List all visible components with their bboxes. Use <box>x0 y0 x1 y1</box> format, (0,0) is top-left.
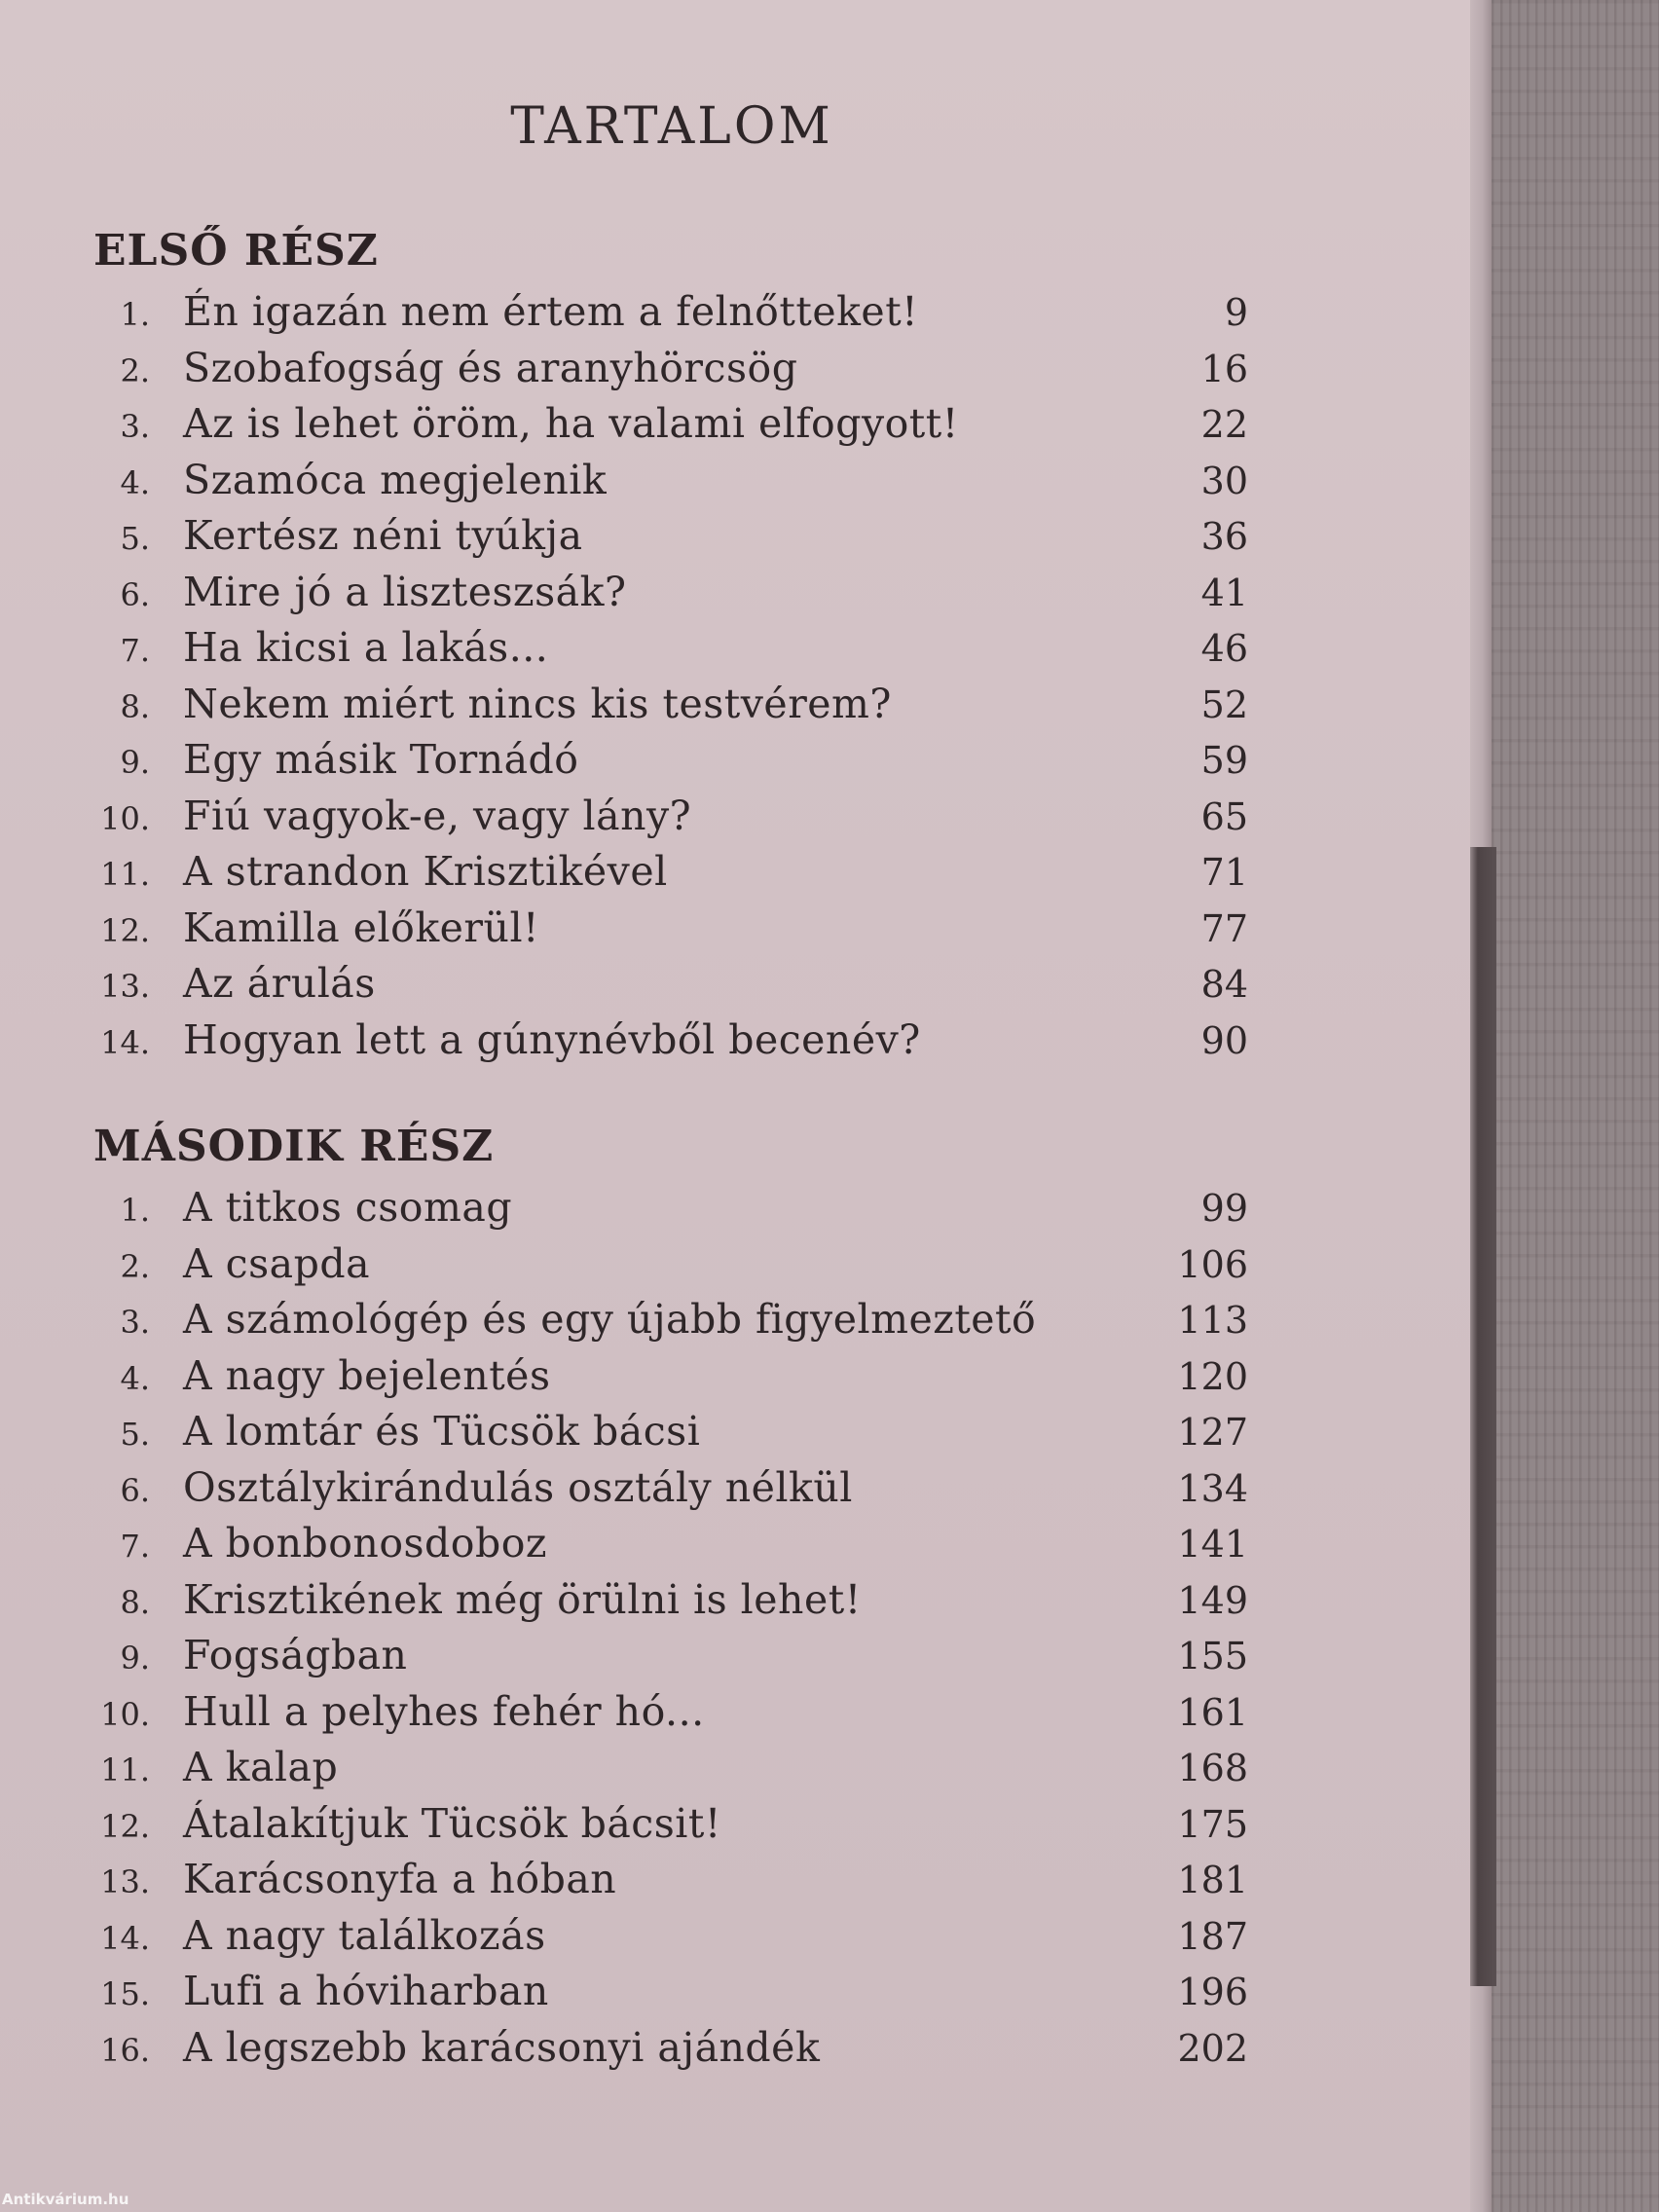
chapter-number: 3. <box>120 1304 150 1341</box>
chapter-number: 3. <box>120 408 150 445</box>
chapter-title: Szamóca megjelenik <box>183 456 608 503</box>
chapter-number: 12. <box>100 1807 150 1845</box>
chapter-page-number: 99 <box>1200 1187 1248 1230</box>
toc-row <box>93 1856 1248 1912</box>
wooden-background <box>1492 0 1659 2212</box>
toc-row <box>93 1576 1248 1633</box>
chapter-number: 6. <box>120 575 150 613</box>
toc-row <box>93 624 1248 681</box>
chapter-number: 13. <box>100 1863 150 1900</box>
chapter-title: Az árulás <box>183 960 376 1007</box>
chapter-page-number: 52 <box>1200 682 1248 726</box>
toc-row <box>93 1744 1248 1800</box>
chapter-title: Fiú vagyok-e, vagy lány? <box>183 792 692 839</box>
part-1-chapter-list <box>93 288 1248 1072</box>
chapter-number: 7. <box>120 1528 150 1565</box>
chapter-title: A legszebb karácsonyi ajándék <box>183 2023 821 2071</box>
chapter-page-number: 181 <box>1177 1859 1248 1901</box>
toc-row <box>93 1464 1248 1521</box>
chapter-page-number: 16 <box>1200 347 1248 390</box>
toc-row <box>93 736 1248 793</box>
chapter-title: A lomtár és Tücsök bácsi <box>183 1408 701 1455</box>
chapter-number: 12. <box>100 911 150 949</box>
toc-row <box>93 457 1248 513</box>
chapter-title: A nagy bejelentés <box>183 1351 551 1399</box>
toc-row <box>93 904 1248 961</box>
chapter-title: Az is lehet öröm, ha valami elfogyott! <box>183 400 959 447</box>
chapter-number: 1. <box>120 296 150 333</box>
chapter-page-number: 65 <box>1200 794 1248 838</box>
chapter-number: 1. <box>120 1192 150 1229</box>
chapter-page-number: 196 <box>1177 1971 1248 2013</box>
chapter-number: 11. <box>100 856 150 893</box>
chapter-number: 5. <box>120 1416 150 1453</box>
chapter-page-number: 59 <box>1200 739 1248 782</box>
part-2-chapter-list <box>93 1184 1248 2080</box>
chapter-title: A csapda <box>183 1239 371 1287</box>
chapter-number: 8. <box>120 687 150 725</box>
chapter-title: Én igazán nem értem a felnőtteket! <box>183 288 919 335</box>
chapter-number: 11. <box>100 1751 150 1788</box>
chapter-page-number: 127 <box>1177 1411 1248 1454</box>
chapter-page-number: 22 <box>1200 403 1248 446</box>
toc-row <box>93 1016 1248 1073</box>
chapter-number: 2. <box>120 1247 150 1285</box>
chapter-title: Mire jó a liszteszsák? <box>183 568 627 615</box>
chapter-number: 7. <box>120 632 150 669</box>
toc-row <box>93 400 1248 457</box>
chapter-number: 2. <box>120 351 150 389</box>
chapter-page-number: 141 <box>1177 1523 1248 1566</box>
chapter-page-number: 113 <box>1177 1299 1248 1342</box>
chapter-page-number: 84 <box>1200 963 1248 1006</box>
chapter-page-number: 71 <box>1200 851 1248 894</box>
toc-row <box>93 512 1248 569</box>
part-2-heading: MÁSODIK RÉSZ <box>93 1122 495 1171</box>
toc-row <box>93 1240 1248 1297</box>
chapter-title: A számológép és egy újabb figyelmeztető <box>183 1296 1037 1343</box>
chapter-page-number: 187 <box>1177 1914 1248 1958</box>
chapter-page-number: 90 <box>1200 1018 1248 1062</box>
chapter-page-number: 175 <box>1177 1802 1248 1846</box>
chapter-page-number: 77 <box>1200 906 1248 950</box>
chapter-number: 9. <box>120 1640 150 1677</box>
chapter-title: A kalap <box>183 1744 339 1790</box>
chapter-page-number: 36 <box>1200 515 1248 558</box>
chapter-number: 14. <box>100 1023 150 1061</box>
chapter-title: Egy másik Tornádó <box>183 736 579 783</box>
chapter-title: Ha kicsi a lakás... <box>183 624 549 671</box>
toc-row <box>93 2024 1248 2081</box>
chapter-title: A titkos csomag <box>183 1184 513 1231</box>
chapter-title: Krisztikének még örülni is lehet! <box>183 1575 862 1623</box>
chapter-title: Karácsonyfa a hóban <box>183 1856 617 1902</box>
chapter-number: 10. <box>100 1695 150 1733</box>
watermark: Antikvárium.hu <box>2 2191 129 2208</box>
toc-row <box>93 288 1248 345</box>
toc-row <box>93 1184 1248 1240</box>
toc-row <box>93 681 1248 737</box>
part-1-heading: ELSŐ RÉSZ <box>93 226 379 276</box>
chapter-page-number: 46 <box>1200 627 1248 670</box>
chapter-number: 15. <box>100 1975 150 2012</box>
chapter-number: 9. <box>120 744 150 781</box>
toc-row <box>93 1520 1248 1576</box>
chapter-title: A bonbonosdoboz <box>183 1520 547 1567</box>
toc-row <box>93 1800 1248 1857</box>
chapter-number: 4. <box>120 463 150 501</box>
chapter-page-number: 168 <box>1177 1747 1248 1789</box>
chapter-page-number: 120 <box>1177 1354 1248 1398</box>
chapter-title: Szobafogság és aranyhörcsög <box>183 344 798 391</box>
chapter-number: 14. <box>100 1919 150 1957</box>
chapter-page-number: 149 <box>1177 1578 1248 1622</box>
chapter-number: 13. <box>100 968 150 1005</box>
chapter-page-number: 30 <box>1200 459 1248 502</box>
toc-row <box>93 1968 1248 2024</box>
toc-row <box>93 960 1248 1016</box>
chapter-title: Átalakítjuk Tücsök bácsit! <box>183 1799 721 1847</box>
toc-row <box>93 793 1248 849</box>
chapter-title: Kamilla előkerül! <box>183 903 540 951</box>
chapter-page-number: 9 <box>1224 291 1248 334</box>
page-title: TARTALOM <box>510 97 833 156</box>
toc-row <box>93 1296 1248 1352</box>
toc-row <box>93 1352 1248 1409</box>
toc-row <box>93 569 1248 625</box>
chapter-number: 8. <box>120 1583 150 1621</box>
chapter-page-number: 202 <box>1177 2026 1248 2070</box>
toc-row <box>93 1912 1248 1969</box>
toc-row <box>93 1632 1248 1688</box>
toc-row <box>93 1408 1248 1464</box>
chapter-page-number: 106 <box>1177 1242 1248 1286</box>
chapter-title: Nekem miért nincs kis testvérem? <box>183 680 892 727</box>
chapter-page-number: 134 <box>1177 1466 1248 1510</box>
chapter-number: 10. <box>100 799 150 837</box>
chapter-title: Lufi a hóviharban <box>183 1968 549 2014</box>
chapter-title: Fogságban <box>183 1632 408 1678</box>
chapter-title: Kertész néni tyúkja <box>183 512 583 559</box>
chapter-title: Osztálykirándulás osztály nélkül <box>183 1463 853 1511</box>
chapter-title: A nagy találkozás <box>183 1911 546 1959</box>
toc-row <box>93 345 1248 401</box>
chapter-page-number: 161 <box>1177 1690 1248 1734</box>
chapter-number: 16. <box>100 2031 150 2069</box>
toc-row <box>93 848 1248 904</box>
chapter-title: A strandon Krisztikével <box>183 848 668 895</box>
chapter-number: 6. <box>120 1471 150 1509</box>
chapter-page-number: 155 <box>1177 1635 1248 1677</box>
chapter-page-number: 41 <box>1200 571 1248 614</box>
chapter-title: Hull a pelyhes fehér hó... <box>183 1687 705 1735</box>
toc-row <box>93 1688 1248 1745</box>
chapter-title: Hogyan lett a gúnynévből becenév? <box>183 1015 921 1063</box>
chapter-number: 5. <box>120 520 150 557</box>
chapter-number: 4. <box>120 1359 150 1397</box>
